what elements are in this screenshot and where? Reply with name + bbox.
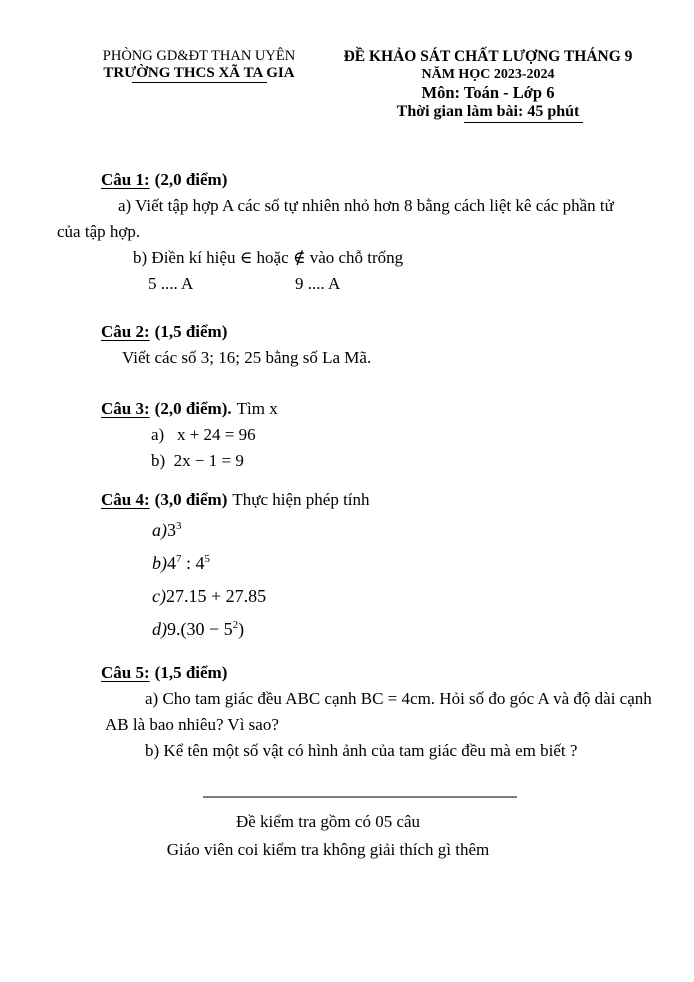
question-5a-text: a) Cho tam giác đều ABC cạnh BC = 4cm. Hỏi số đo góc A và độ dài cạnh	[145, 689, 652, 708]
item-label: c)	[152, 586, 166, 606]
question-5a-text-continued: AB là bao nhiêu? Vì sao?	[105, 715, 279, 734]
question-2-number: Câu 2:	[101, 322, 150, 341]
question-2-text: Viết các số 3; 16; 25 bằng số La Mã.	[122, 348, 372, 367]
subject-grade: Môn: Toán - Lớp 6	[421, 83, 555, 102]
fill-blank-9: 9 .... A	[295, 274, 341, 293]
question-3-number: Câu 3:	[101, 399, 150, 418]
question-4-heading	[101, 487, 654, 513]
question-3a-equation: a) x + 24 = 96	[151, 425, 256, 444]
footer-note-proctor: Giáo viên coi kiểm tra không giải thích gì thêm	[166, 840, 490, 859]
exam-title: ĐỀ KHẢO SÁT CHẤT LƯỢNG THÁNG 9	[343, 48, 633, 65]
question-1a-text: a) Viết tập hợp A các số tự nhiên nhỏ hơn 8 bằng cách liệt kê các phần tử	[118, 196, 614, 215]
question-4a-expression	[152, 514, 654, 547]
expression-segment: )	[238, 619, 245, 639]
time-limit-line	[338, 102, 638, 122]
time-limit-text: Thời gian làm bài: 45 phút	[396, 103, 580, 120]
exam-title-block	[338, 47, 638, 122]
school-year: NĂM HỌC 2023-2024	[421, 67, 555, 82]
expression-exponent: 5	[204, 553, 211, 565]
expression-segment: : 4	[181, 553, 205, 573]
expression-segment: 4	[167, 553, 176, 573]
question-3-instruction: Tìm x	[236, 399, 278, 418]
question-2-points: (1,5 điểm)	[154, 322, 228, 341]
footer-note-block	[57, 809, 599, 863]
expression-segment: 27.15 + 27.85	[165, 586, 267, 606]
question-4d-expression	[152, 613, 654, 646]
question-1-points: (2,0 điểm)	[154, 170, 228, 189]
question-4c-expression	[152, 580, 654, 613]
question-3b-equation: b) 2x − 1 = 9	[151, 451, 244, 470]
fill-blank-5: 5 .... A	[148, 274, 194, 293]
question-1b-fill-line	[148, 271, 654, 297]
question-5-number: Câu 5:	[101, 663, 150, 682]
question-4-number: Câu 4:	[101, 490, 150, 509]
expression-segment: 3	[167, 520, 176, 540]
question-5-heading	[101, 660, 654, 686]
expression-exponent: 3	[176, 520, 182, 532]
question-4-points: (3,0 điểm)	[154, 490, 228, 509]
school-name-underline-rule	[132, 82, 267, 83]
question-3-points: (2,0 điểm).	[154, 399, 232, 418]
school-name: TRƯỜNG THCS XÃ TA GIA	[103, 65, 295, 81]
expression-exponent: 7	[176, 553, 182, 565]
question-1a-text-continued: của tập hợp.	[57, 222, 141, 241]
expression-segment: 9.(30 − 5	[167, 619, 233, 639]
question-2-heading	[101, 319, 654, 345]
item-label: b)	[152, 553, 167, 573]
time-limit-underline-rule	[464, 122, 584, 123]
question-5b-text: b) Kể tên một số vật có hình ảnh của tam giác đều mà em biết ?	[145, 741, 578, 760]
question-3-heading	[101, 396, 654, 422]
question-1b-text: b) Điền kí hiệu ∈ hoặc ∉ vào chỗ trống	[133, 248, 404, 267]
question-4-expression-list	[57, 514, 654, 646]
expression-exponent: 2	[232, 619, 239, 631]
question-1-heading	[101, 167, 654, 193]
department-name: PHÒNG GD&ĐT THAN UYÊN	[102, 48, 296, 64]
exam-body	[57, 167, 654, 863]
footer-divider-rule	[203, 796, 517, 798]
question-4b-expression	[152, 547, 654, 580]
item-label: a)	[152, 520, 167, 540]
footer-note-question-count: Đề kiểm tra gồm có 05 câu	[235, 812, 421, 831]
question-4-instruction: Thực hiện phép tính	[232, 490, 370, 509]
question-5-points: (1,5 điểm)	[154, 663, 228, 682]
item-label: d)	[152, 619, 167, 639]
school-header-block	[55, 48, 343, 83]
question-1-number: Câu 1:	[101, 170, 150, 189]
